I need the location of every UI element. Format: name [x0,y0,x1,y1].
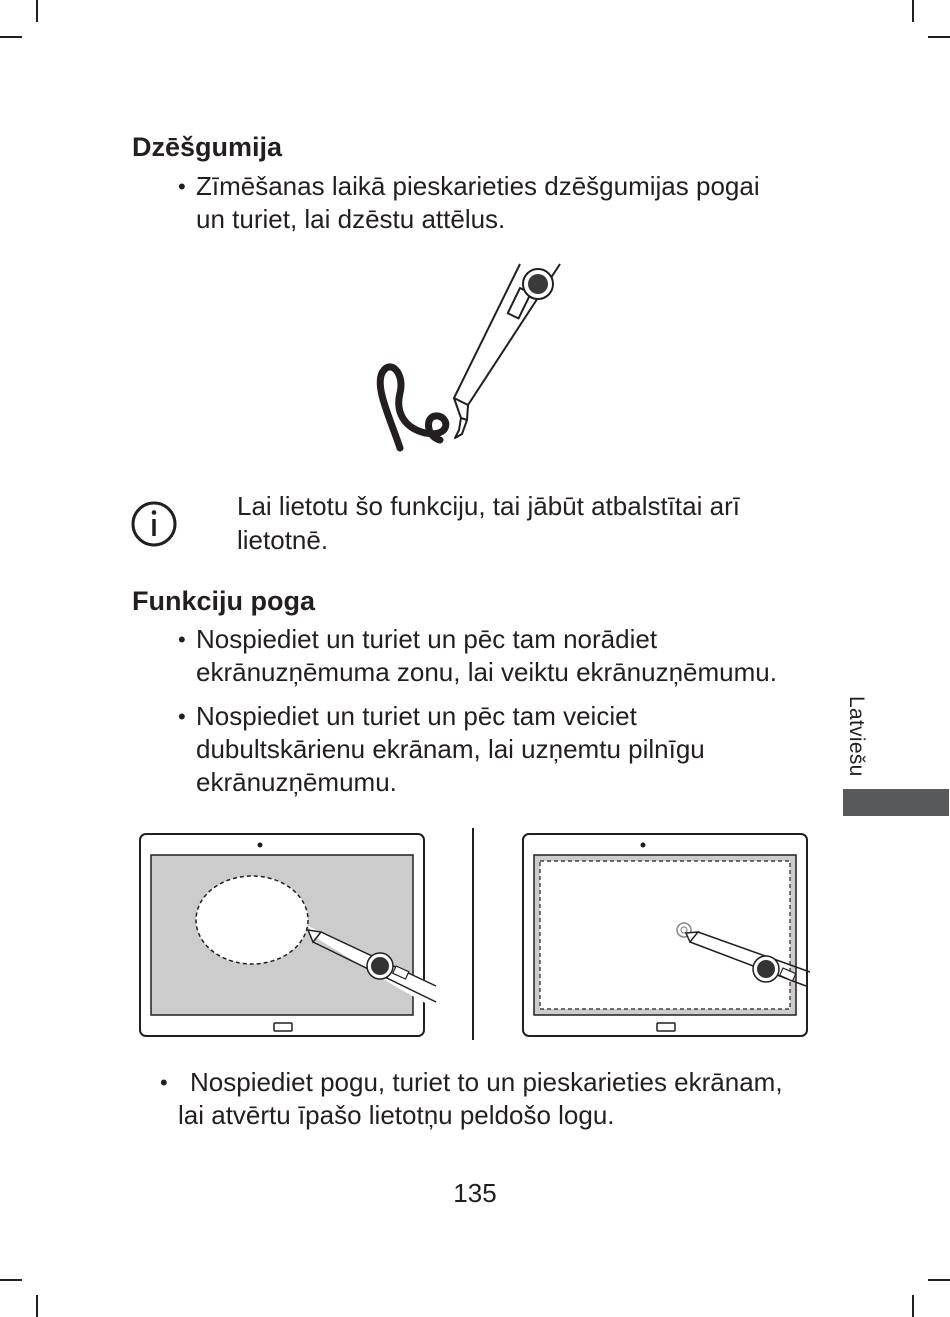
list-item-line: lai atvērtu īpašo lietotņu peldošo logu. [178,1100,615,1130]
list-item [160,1066,850,1132]
list-item-line: ekrānuzņēmumu. [196,767,397,797]
list-item-line: dubultskārienu ekrānam, lai uzņemtu pilnīgu [196,734,705,764]
note-text [237,489,797,557]
list-item-text [178,170,818,236]
crop-mark [36,1295,38,1317]
section-heading-function-button: Funkciju poga [132,586,316,616]
list-item [178,170,818,236]
list-item-line: Nospiediet pogu, turiet to un pieskarieties ekrānam, [190,1067,783,1097]
crop-mark [912,0,914,22]
crop-mark [928,36,950,38]
bullet-dot: • [178,174,186,199]
crop-mark [0,1279,22,1281]
tablet-capture-illustration [138,826,813,1042]
list-item-line: Nospiediet un turiet un pēc tam norādiet [196,624,658,654]
list-item [178,623,838,689]
pen-eraser-illustration [370,258,580,458]
tablet-area-capture [140,834,438,1036]
language-label-text: Latviešu [845,696,868,777]
list-item-text [160,1066,850,1132]
page-number: 135 [453,1178,497,1208]
drawn-stroke [380,367,446,448]
note-line: lietotnē. [237,525,329,555]
tablet-full-capture [523,834,810,1036]
note-line: Lai lietotu šo funkciju, tai jābūt atbalstītai arī [237,491,740,521]
list-item-line: Nospiediet un turiet un pēc tam veiciet [196,701,637,731]
crop-mark [0,36,22,38]
list-item [178,700,838,799]
crop-mark [36,0,38,22]
list-item-line: ekrānuzņēmuma zonu, lai veiktu ekrānuzņēmumu. [196,657,777,687]
list-item-text [178,700,838,799]
language-label [840,696,872,786]
list-item-line: Zīmēšanas laikā pieskarieties dzēšgumijas pogai [196,171,760,201]
list-item-line: un turiet, lai dzēstu attēlus. [196,204,506,234]
language-tab-marker [843,789,949,816]
bullet-dot: • [178,627,186,652]
info-icon [130,500,178,548]
section-heading-eraser: Dzēšgumija [132,132,283,162]
bullet-dot: • [178,704,186,729]
crop-mark [912,1295,914,1317]
list-item-text [178,623,838,689]
crop-mark [928,1279,950,1281]
bullet-dot: • [160,1070,168,1095]
